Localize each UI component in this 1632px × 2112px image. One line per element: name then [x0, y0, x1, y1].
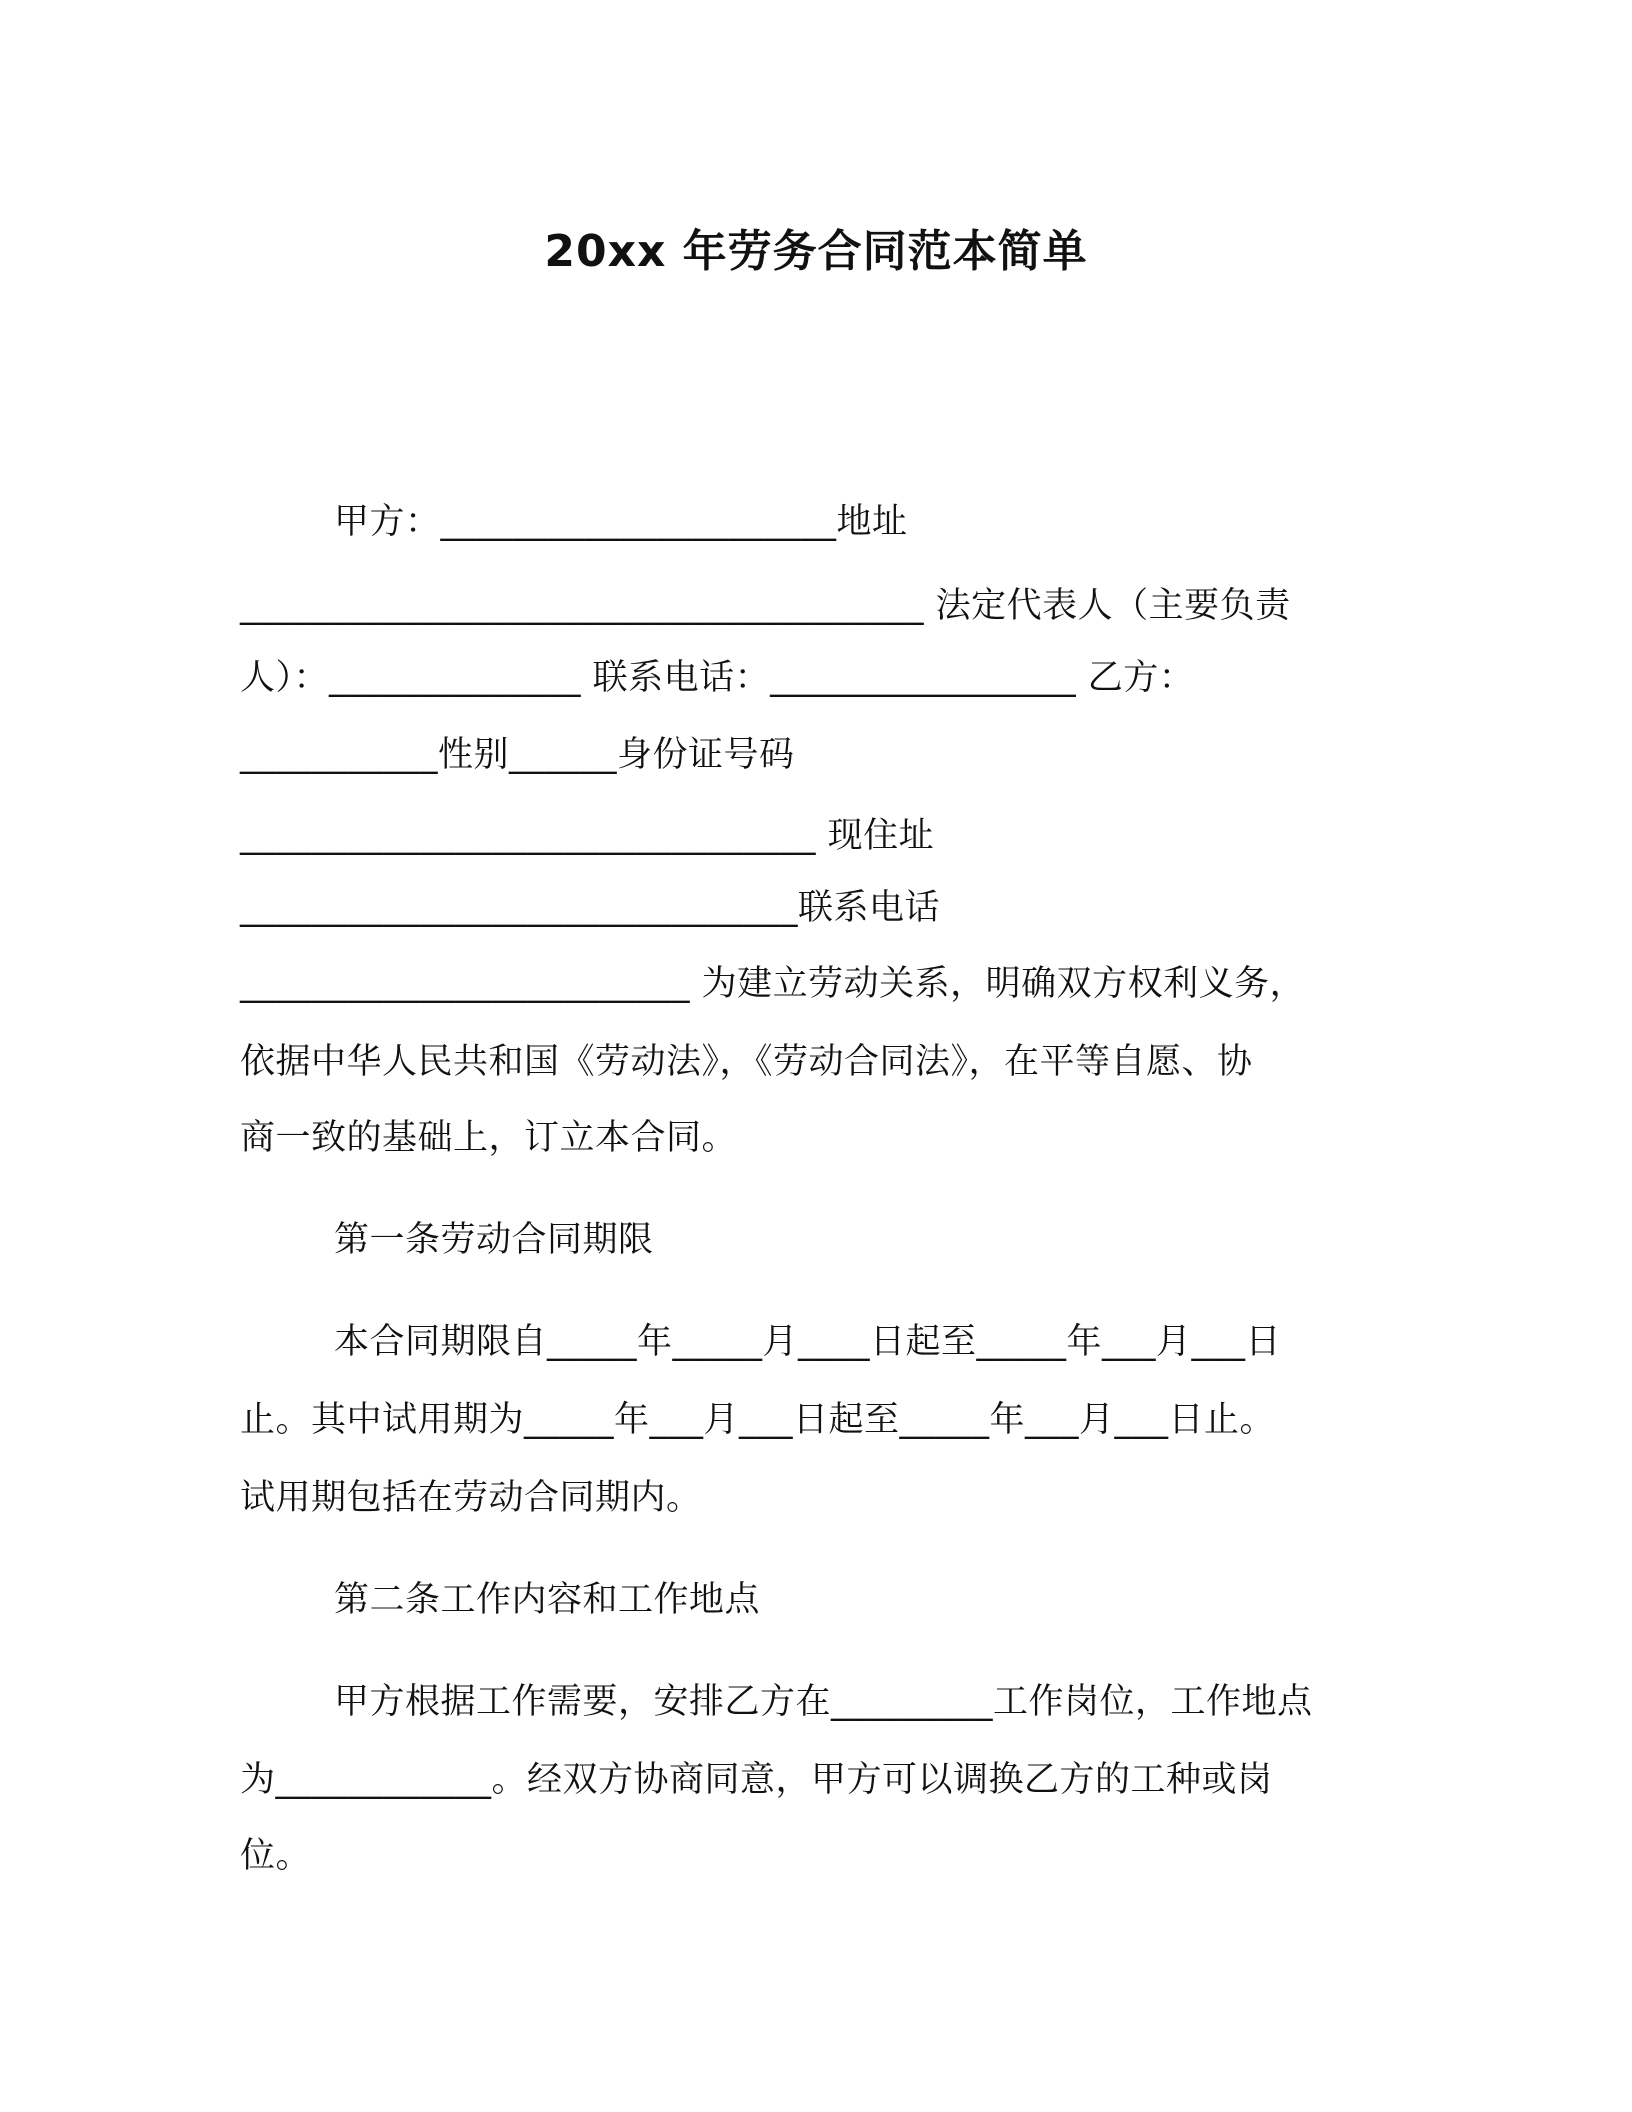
article-2-line-1: 甲方根据工作需要，安排乙方在_________工作岗位，工作地点 — [334, 1682, 1313, 1722]
article-2-line-2: 为____________。经双方协商同意，甲方可以调换乙方的工种或岗 — [240, 1760, 1273, 1800]
party-b-gender-id-line: ___________性别______身份证号码 — [240, 735, 795, 775]
article-2-heading: 第二条工作内容和工作地点 — [334, 1580, 761, 1620]
article-1-line-3: 试用期包括在劳动合同期内。 — [240, 1478, 702, 1518]
article-1-heading: 第一条劳动合同期限 — [334, 1220, 654, 1260]
preamble-line-2: 依据中华人民共和国《劳动法》，《劳动合同法》，在平等自愿、协 — [240, 1042, 1253, 1082]
party-a-line: 甲方：______________________地址 — [334, 502, 908, 542]
representative-line: 人）：______________ 联系电话：_________________ 乙方： — [240, 658, 1195, 698]
id-number-line: ________________________________ 现住址 — [240, 816, 935, 856]
preamble-line-1: _________________________ 为建立劳动关系，明确双方权利义务， — [240, 964, 1306, 1004]
address-line: ______________________________________ 法定代表人（主要负责 — [240, 586, 1291, 626]
document-title: 20xx 年劳务合同范本简单 — [544, 226, 1088, 277]
preamble-line-3: 商一致的基础上，订立本合同。 — [240, 1118, 738, 1158]
article-1-line-1: 本合同期限自_____年_____月____日起至_____年___月___日 — [334, 1322, 1282, 1362]
article-1-line-2: 止。其中试用期为_____年___月___日起至_____年___月___日止。 — [240, 1400, 1276, 1440]
current-address-line: _______________________________联系电话 — [240, 888, 941, 928]
article-2-line-3: 位。 — [240, 1836, 312, 1876]
